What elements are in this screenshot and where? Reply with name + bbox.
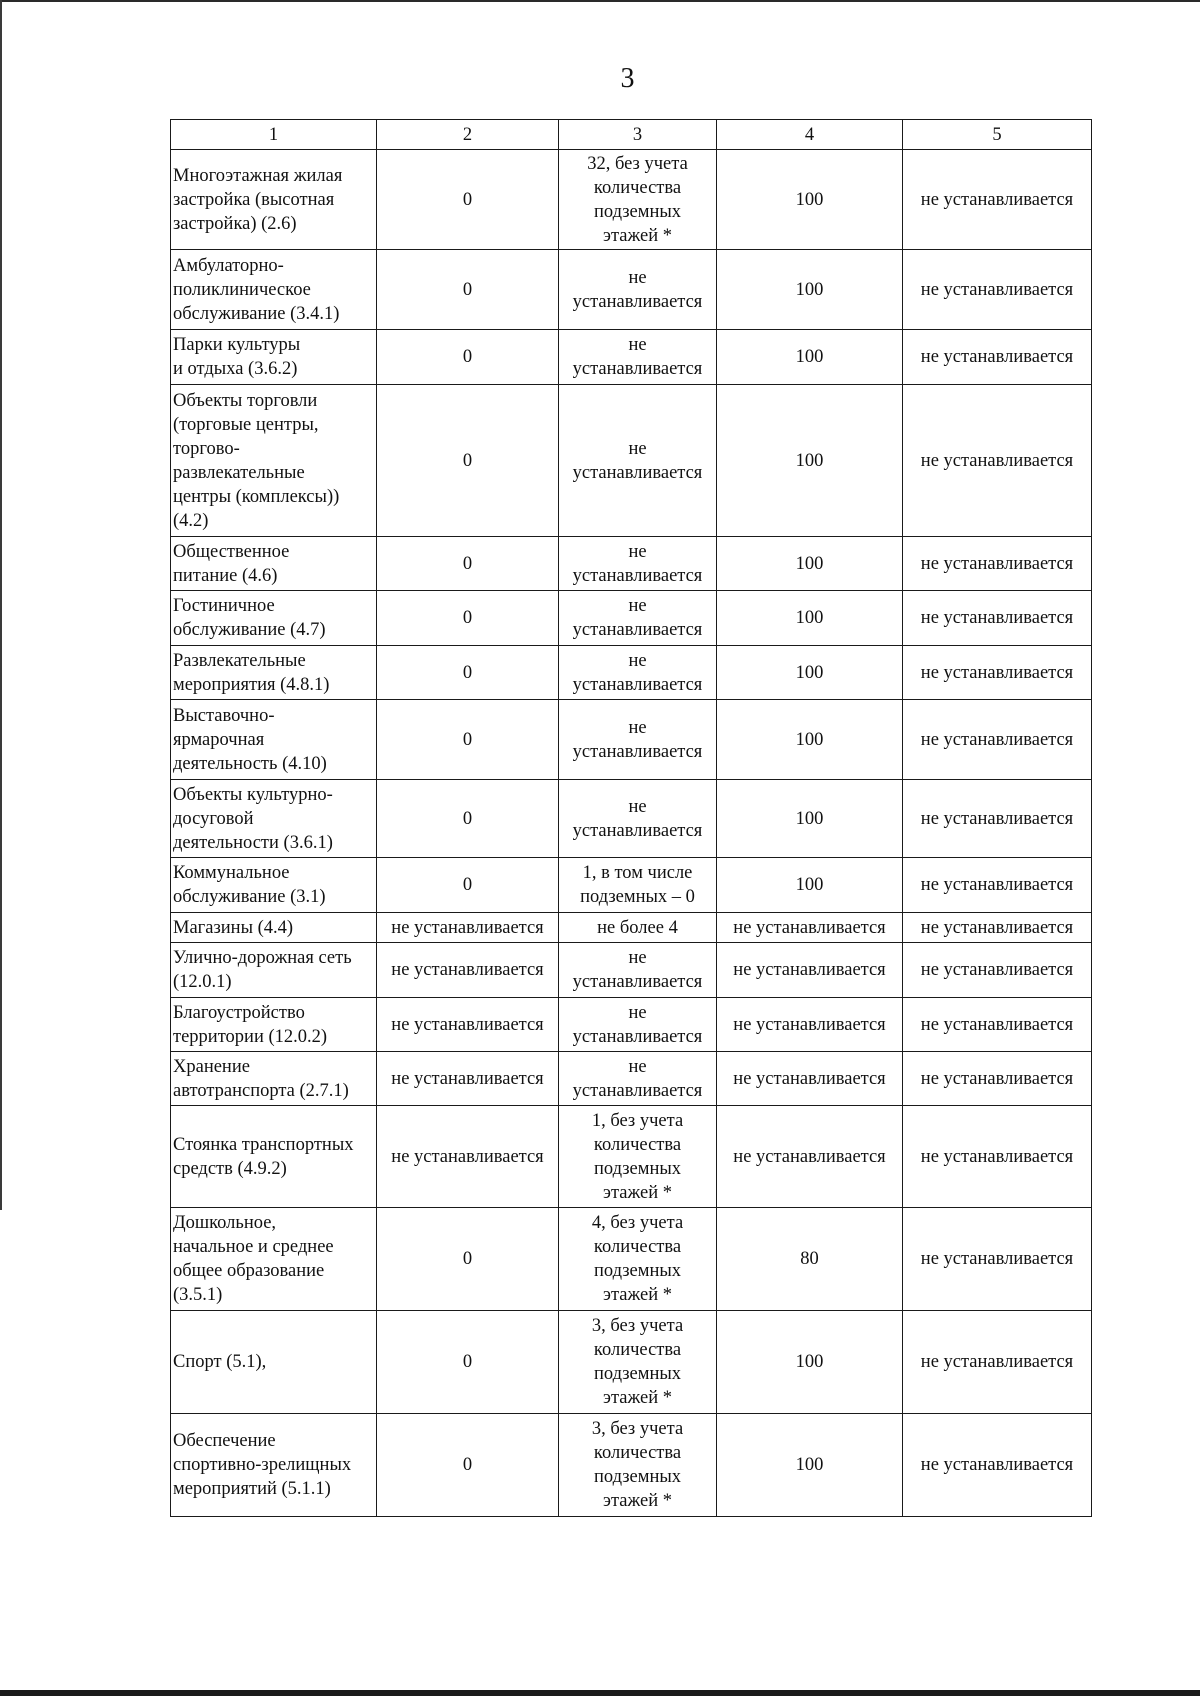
value-cell: не устанавливается: [377, 943, 559, 998]
table-row: [171, 1052, 1092, 1106]
value-cell: 3, без учета количества подземных этажей *: [559, 1414, 717, 1517]
table-row: [171, 1208, 1092, 1311]
use-type-cell: Развлекательные мероприятия (4.8.1): [171, 646, 377, 700]
value-cell: 100: [717, 537, 903, 591]
value-cell: не устанавливается: [903, 1414, 1092, 1517]
value-cell: 100: [717, 385, 903, 537]
value-cell: не устанавливается: [559, 780, 717, 858]
use-type-cell: Выставочно- ярмарочная деятельность (4.10): [171, 700, 377, 780]
table-row: [171, 1311, 1092, 1414]
value-cell: не устанавливается: [559, 330, 717, 385]
value-cell: 0: [377, 646, 559, 700]
value-cell: 0: [377, 330, 559, 385]
value-cell: 0: [377, 1208, 559, 1311]
value-cell: не устанавливается: [559, 646, 717, 700]
value-cell: не устанавливается: [717, 1052, 903, 1106]
use-type-cell: Общественное питание (4.6): [171, 537, 377, 591]
use-type-cell: Стоянка транспортных средств (4.9.2): [171, 1106, 377, 1208]
value-cell: 0: [377, 1414, 559, 1517]
value-cell: 100: [717, 646, 903, 700]
value-cell: 0: [377, 150, 559, 250]
header-row: [171, 120, 1092, 150]
value-cell: 0: [377, 591, 559, 646]
value-cell: 100: [717, 591, 903, 646]
use-type-cell: Дошкольное, начальное и среднее общее образование (3.5.1): [171, 1208, 377, 1311]
value-cell: не устанавливается: [559, 700, 717, 780]
value-cell: не устанавливается: [559, 537, 717, 591]
value-cell: 1, в том числе подземных – 0: [559, 858, 717, 913]
use-type-cell: Гостиничное обслуживание (4.7): [171, 591, 377, 646]
table-row: [171, 150, 1092, 250]
value-cell: не устанавливается: [903, 998, 1092, 1052]
value-cell: 0: [377, 385, 559, 537]
value-cell: не устанавливается: [903, 330, 1092, 385]
value-cell: не устанавливается: [903, 1052, 1092, 1106]
use-type-cell: Спорт (5.1),: [171, 1311, 377, 1414]
table-row: [171, 1106, 1092, 1208]
use-type-cell: Объекты культурно- досуговой деятельности (3.6.1): [171, 780, 377, 858]
table-row: [171, 385, 1092, 537]
use-type-cell: Магазины (4.4): [171, 913, 377, 943]
column-header: 1: [171, 120, 377, 150]
value-cell: 100: [717, 250, 903, 330]
table-row: [171, 998, 1092, 1052]
table-row: [171, 330, 1092, 385]
value-cell: не устанавливается: [717, 943, 903, 998]
value-cell: не устанавливается: [717, 998, 903, 1052]
use-type-cell: Обеспечение спортивно-зрелищных мероприятий (5.1.1): [171, 1414, 377, 1517]
value-cell: 1, без учета количества подземных этажей *: [559, 1106, 717, 1208]
use-type-cell: Коммунальное обслуживание (3.1): [171, 858, 377, 913]
column-header: 2: [377, 120, 559, 150]
use-type-cell: Многоэтажная жилая застройка (высотная застройка) (2.6): [171, 150, 377, 250]
value-cell: не устанавливается: [903, 591, 1092, 646]
value-cell: 100: [717, 780, 903, 858]
column-header: 3: [559, 120, 717, 150]
value-cell: не устанавливается: [903, 700, 1092, 780]
scan-edge-top: [0, 0, 1200, 2]
value-cell: не устанавливается: [717, 1106, 903, 1208]
value-cell: 100: [717, 700, 903, 780]
use-type-cell: Благоустройство территории (12.0.2): [171, 998, 377, 1052]
value-cell: не устанавливается: [559, 591, 717, 646]
value-cell: не более 4: [559, 913, 717, 943]
value-cell: 100: [717, 1311, 903, 1414]
scan-edge-bottom: [0, 1690, 1200, 1696]
use-type-cell: Улично-дорожная сеть (12.0.1): [171, 943, 377, 998]
value-cell: не устанавливается: [903, 913, 1092, 943]
table-row: [171, 250, 1092, 330]
table-row: [171, 943, 1092, 998]
value-cell: 100: [717, 150, 903, 250]
value-cell: не устанавливается: [717, 913, 903, 943]
value-cell: не устанавливается: [903, 150, 1092, 250]
land-use-parameters-table: [170, 119, 1092, 1517]
value-cell: не устанавливается: [377, 1106, 559, 1208]
column-header: 5: [903, 120, 1092, 150]
value-cell: 100: [717, 858, 903, 913]
scan-edge-left: [0, 0, 2, 1210]
value-cell: 0: [377, 858, 559, 913]
table-row: [171, 780, 1092, 858]
value-cell: 3, без учета количества подземных этажей *: [559, 1311, 717, 1414]
value-cell: не устанавливается: [903, 780, 1092, 858]
page-number: 3: [620, 63, 635, 94]
value-cell: 100: [717, 330, 903, 385]
value-cell: 0: [377, 537, 559, 591]
use-type-cell: Объекты торговли (торговые центры, торгово- развлекательные центры (комплексы)) (4.2): [171, 385, 377, 537]
value-cell: не устанавливается: [903, 858, 1092, 913]
value-cell: не устанавливается: [903, 943, 1092, 998]
table-row: [171, 537, 1092, 591]
value-cell: 0: [377, 780, 559, 858]
value-cell: не устанавливается: [903, 1311, 1092, 1414]
value-cell: не устанавливается: [903, 1106, 1092, 1208]
value-cell: не устанавливается: [903, 250, 1092, 330]
value-cell: не устанавливается: [903, 646, 1092, 700]
value-cell: 32, без учета количества подземных этажей *: [559, 150, 717, 250]
use-type-cell: Парки культуры и отдыха (3.6.2): [171, 330, 377, 385]
use-type-cell: Амбулаторно- поликлиническое обслуживание (3.4.1): [171, 250, 377, 330]
table-row: [171, 646, 1092, 700]
table-row: [171, 913, 1092, 943]
value-cell: не устанавливается: [559, 385, 717, 537]
value-cell: не устанавливается: [377, 1052, 559, 1106]
value-cell: не устанавливается: [377, 998, 559, 1052]
use-type-cell: Хранение автотранспорта (2.7.1): [171, 1052, 377, 1106]
table-row: [171, 591, 1092, 646]
table-row: [171, 858, 1092, 913]
value-cell: 0: [377, 250, 559, 330]
value-cell: не устанавливается: [559, 943, 717, 998]
value-cell: не устанавливается: [903, 537, 1092, 591]
value-cell: 4, без учета количества подземных этажей *: [559, 1208, 717, 1311]
value-cell: не устанавливается: [559, 1052, 717, 1106]
value-cell: не устанавливается: [377, 913, 559, 943]
table-row: [171, 700, 1092, 780]
value-cell: 80: [717, 1208, 903, 1311]
value-cell: не устанавливается: [903, 385, 1092, 537]
column-header: 4: [717, 120, 903, 150]
value-cell: не устанавливается: [559, 250, 717, 330]
value-cell: 100: [717, 1414, 903, 1517]
value-cell: 0: [377, 1311, 559, 1414]
value-cell: 0: [377, 700, 559, 780]
value-cell: не устанавливается: [903, 1208, 1092, 1311]
table-row: [171, 1414, 1092, 1517]
value-cell: не устанавливается: [559, 998, 717, 1052]
